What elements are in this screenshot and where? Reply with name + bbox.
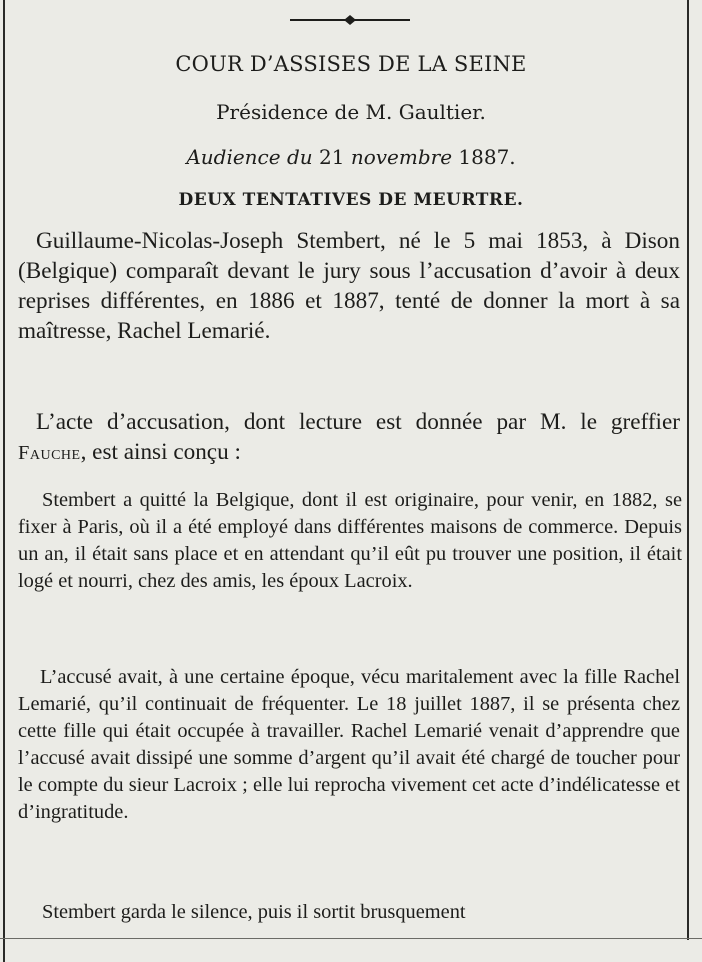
greffier-name: Fauche bbox=[18, 442, 81, 464]
audience-day: 21 bbox=[319, 145, 345, 169]
court-heading: COUR D’ASSISES DE LA SEINE bbox=[175, 52, 527, 76]
right-column-rule bbox=[687, 0, 689, 940]
intro-paragraph: Guillaume-Nicolas-Joseph Stembert, né le 5 mai 1853, à Dison (Belgique) comparaît devant le jury sous l’accusation d’avoir à deux reprises différentes, en 1886 et 1887, tenté de donner la mort à sa maîtresse, Rachel Lemarié. bbox=[18, 228, 680, 344]
acte-text-before: L’acte d’accusation, dont lecture est donnée par M. le greffier bbox=[36, 409, 680, 435]
audience-year: 1887. bbox=[458, 145, 516, 169]
bottom-rule bbox=[0, 938, 702, 939]
body-paragraph-1: Stembert a quitté la Belgique, dont il est originaire, pour venir, en 1882, se fixer à Paris, où il a été employé dans différentes maisons de commerce. Depuis un an, il était sans place et en attendant qu’il eût pu trouver une position, il était logé et nourri, chez des amis, les époux Lacroix. bbox=[18, 489, 682, 592]
body-paragraph-2: L’accusé avait, à une certaine époque, vécu maritalement avec la fille Rachel Lemarié, qu’il continuait de fréquenter. Le 18 juillet 1887, il se présenta chez cette fille qui était occupée à travailler. Rachel Lemarié venait d’apprendre que l’accusé avait dissipé une somme d’argent qu’il avait été chargé de toucher pour le compte du sieur Lacroix ; elle lui reprocha vivement cet acte d’indélicatesse et d’ingratitude. bbox=[18, 666, 680, 823]
acte-paragraph bbox=[18, 407, 680, 468]
audience-month: novembre bbox=[350, 145, 453, 169]
presidence-heading: Présidence de M. Gaultier. bbox=[216, 100, 486, 124]
body-paragraph-3: Stembert garda le silence, puis il sortit brusquement bbox=[42, 901, 466, 923]
acte-text-after: , est ainsi conçu : bbox=[80, 439, 241, 465]
section-ornament bbox=[290, 14, 410, 26]
case-title: DEUX TENTATIVES DE MEURTRE. bbox=[178, 190, 524, 210]
audience-heading bbox=[0, 145, 702, 169]
audience-label: Audience du bbox=[186, 145, 313, 169]
